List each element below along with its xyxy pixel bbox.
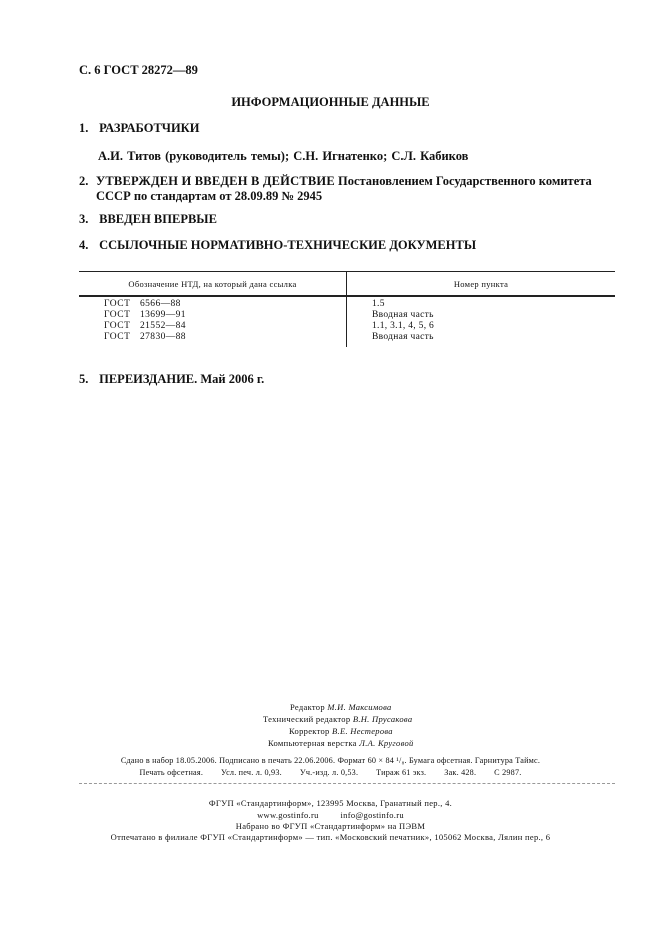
publisher-email[interactable]: info@gostinfo.ru (340, 810, 404, 820)
table-header-clause: Номер пункта (453, 279, 509, 289)
section-first-introduced (79, 212, 217, 227)
layout-label: Компьютерная верстка (268, 738, 357, 748)
publisher-website[interactable]: www.gostinfo.ru (257, 810, 319, 820)
section-label: ССЫЛОЧНЫЕ НОРМАТИВНО-ТЕХНИЧЕСКИЕ ДОКУМЕНТЫ (99, 238, 477, 252)
corrector-label: Корректор (289, 726, 330, 736)
print-details-line1: Сдано в набор 18.05.2006. Подписано в печать 22.06.2006. Формат 60 × 84 ¹/₈. Бумага офсетная. Гарнитура Таймс. (120, 756, 541, 765)
clause-number: Вводная часть (372, 332, 434, 342)
typeset-note: Набрано во ФГУП «Стандартинформ» на ПЭВМ (235, 821, 426, 831)
imprint-layout (268, 738, 414, 748)
developers-list: А.И. Титов (руководитель темы); С.Н. Игнатенко; С.Л. Кабиков (98, 149, 469, 163)
page-header: С. 6 ГОСТ 28272—89 (79, 63, 198, 77)
imprint-tech-editor (263, 714, 412, 724)
gost-prefix: ГОСТ (104, 299, 131, 309)
section-number: 4. (79, 238, 89, 252)
tech-editor-name: В.Н. Прусакова (352, 714, 413, 724)
approved-text (79, 174, 619, 204)
editor-label: Редактор (290, 702, 325, 712)
gost-number: 6566—88 (140, 299, 181, 309)
gost-number: 13699—91 (140, 310, 186, 320)
gost-number: 21552—84 (140, 321, 186, 331)
print-details-line2: Печать офсетная. Усл. печ. л. 0,93. Уч.-изд. л. 0,53. Тираж 61 экз. Зак. 428. С 2987. (139, 768, 522, 777)
approved-heading: УТВЕРЖДЕН И ВВЕДЕН В ДЕЙСТВИЕ (96, 174, 335, 188)
imprint-editor (290, 702, 392, 712)
section-number: 3. (79, 212, 89, 226)
imprint-corrector (289, 726, 393, 736)
gost-prefix: ГОСТ (104, 332, 131, 342)
printed-note: Отпечатано в филиале ФГУП «Стандартинформ» — тип. «Московский печатник», 105062 Москва, Лялин пер., 6 (110, 832, 551, 842)
tech-editor-label: Технический редактор (263, 714, 351, 724)
section-number: 1. (79, 121, 89, 135)
section-reissue (79, 372, 264, 387)
gost-prefix: ГОСТ (104, 321, 131, 331)
editor-name: М.И. Максимова (327, 702, 392, 712)
clause-number: 1.1, 3.1, 4, 5, 6 (372, 321, 435, 331)
clause-number: Вводная часть (372, 310, 434, 320)
gost-number: 27830—88 (140, 332, 186, 342)
section-label: РАЗРАБОТЧИКИ (99, 121, 200, 135)
section-number: 2. (79, 174, 89, 188)
table-top-rule (79, 271, 615, 272)
gost-prefix: ГОСТ (104, 310, 131, 320)
publisher-address: ФГУП «Стандартинформ», 123995 Москва, Гранатный пер., 4. (208, 798, 453, 808)
section-approved (79, 174, 619, 204)
section-label: ВВЕДЕН ВПЕРВЫЕ (99, 212, 217, 226)
section-developers (79, 121, 199, 136)
approved-decree: Постановлением Государственного комитета СССР по стандартам от 28.09.89 № 2945 (96, 174, 592, 203)
clause-number: 1.5 (372, 299, 385, 309)
corrector-name: В.Е. Нестерова (332, 726, 393, 736)
table-header-rule (79, 295, 615, 297)
document-title: ИНФОРМАЦИОННЫЕ ДАННЫЕ (231, 95, 430, 109)
publisher-contacts (0, 810, 661, 820)
layout-name: Л.А. Круговой (359, 738, 414, 748)
section-number: 5. (79, 372, 89, 386)
section-label: ПЕРЕИЗДАНИЕ. Май 2006 г. (99, 372, 265, 386)
section-reference-docs (79, 238, 476, 253)
table-header-designation: Обозначение НТД, на который дана ссылка (128, 279, 297, 289)
imprint-divider (79, 783, 615, 784)
